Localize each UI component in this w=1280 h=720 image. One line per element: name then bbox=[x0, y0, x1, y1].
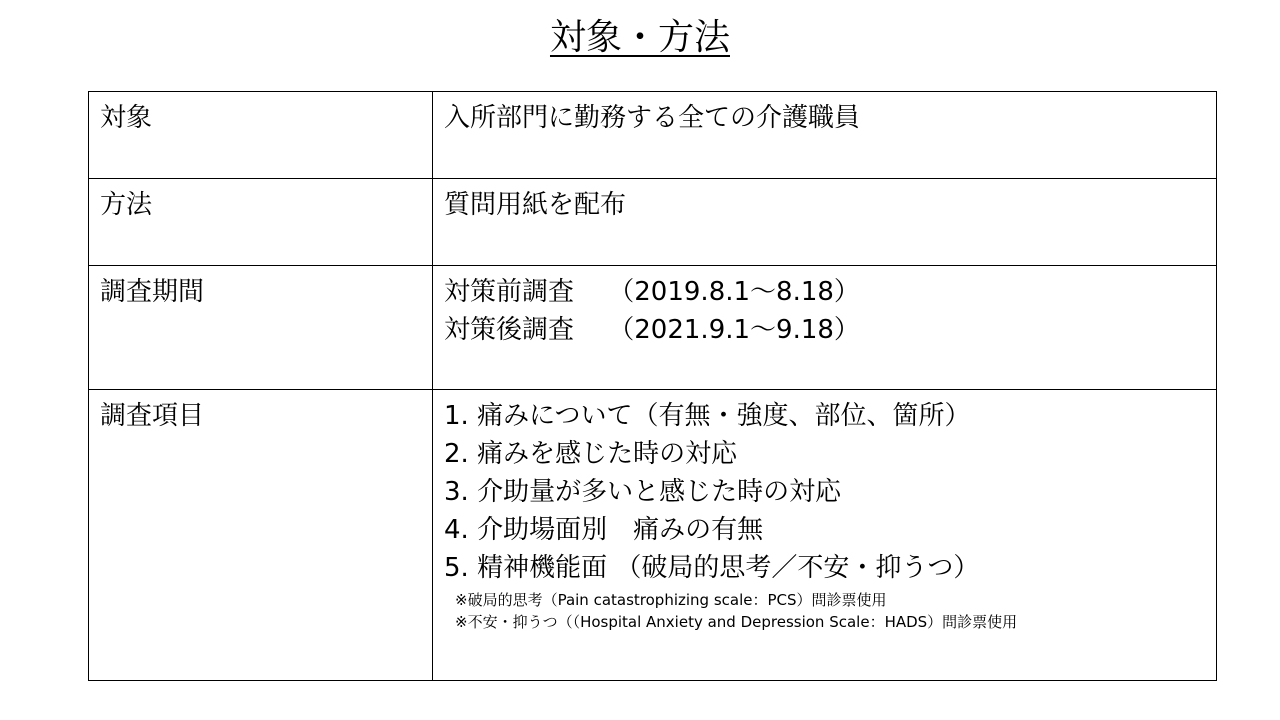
table-row-target bbox=[89, 92, 1217, 179]
table-row-items bbox=[89, 390, 1217, 681]
label-items: 調査項目 bbox=[89, 390, 433, 681]
value-period bbox=[433, 266, 1217, 390]
label-method: 方法 bbox=[89, 179, 433, 266]
list-item: 4. 介助場面別 痛みの有無 bbox=[444, 515, 764, 545]
value-target bbox=[433, 92, 1217, 179]
info-table bbox=[88, 91, 1217, 681]
list-item: 1. 痛みについて（有無・強度、部位、箇所） bbox=[444, 401, 971, 431]
footnotes bbox=[444, 589, 1216, 633]
label-target: 対象 bbox=[89, 92, 433, 179]
list-item: 3. 介助量が多いと感じた時の対応 bbox=[444, 477, 842, 507]
target-text: 入所部門に勤務する全ての介護職員 bbox=[444, 103, 861, 133]
value-items bbox=[433, 390, 1217, 681]
label-period: 調査期間 bbox=[89, 266, 433, 390]
period-before: 対策前調査 （2019.8.1～8.18） bbox=[444, 277, 860, 307]
list-item: 5. 精神機能面 （破局的思考／不安・抑うつ） bbox=[444, 553, 980, 583]
footnote-hads: ※不安・抑うつ（（Hospital Anxiety and Depression Scale：HADS）問診票使用 bbox=[455, 613, 1018, 631]
page-title: 対象・方法 bbox=[549, 17, 730, 58]
value-method bbox=[433, 179, 1217, 266]
list-item: 2. 痛みを感じた時の対応 bbox=[444, 439, 738, 469]
footnote-pcs: ※破局的思考（Pain catastrophizing scale：PCS）問診票使用 bbox=[455, 591, 887, 609]
method-text: 質問用紙を配布 bbox=[444, 190, 627, 220]
table-row-method bbox=[89, 179, 1217, 266]
table-row-period bbox=[89, 266, 1217, 390]
period-after: 対策後調査 （2021.9.1～9.18） bbox=[444, 315, 860, 345]
